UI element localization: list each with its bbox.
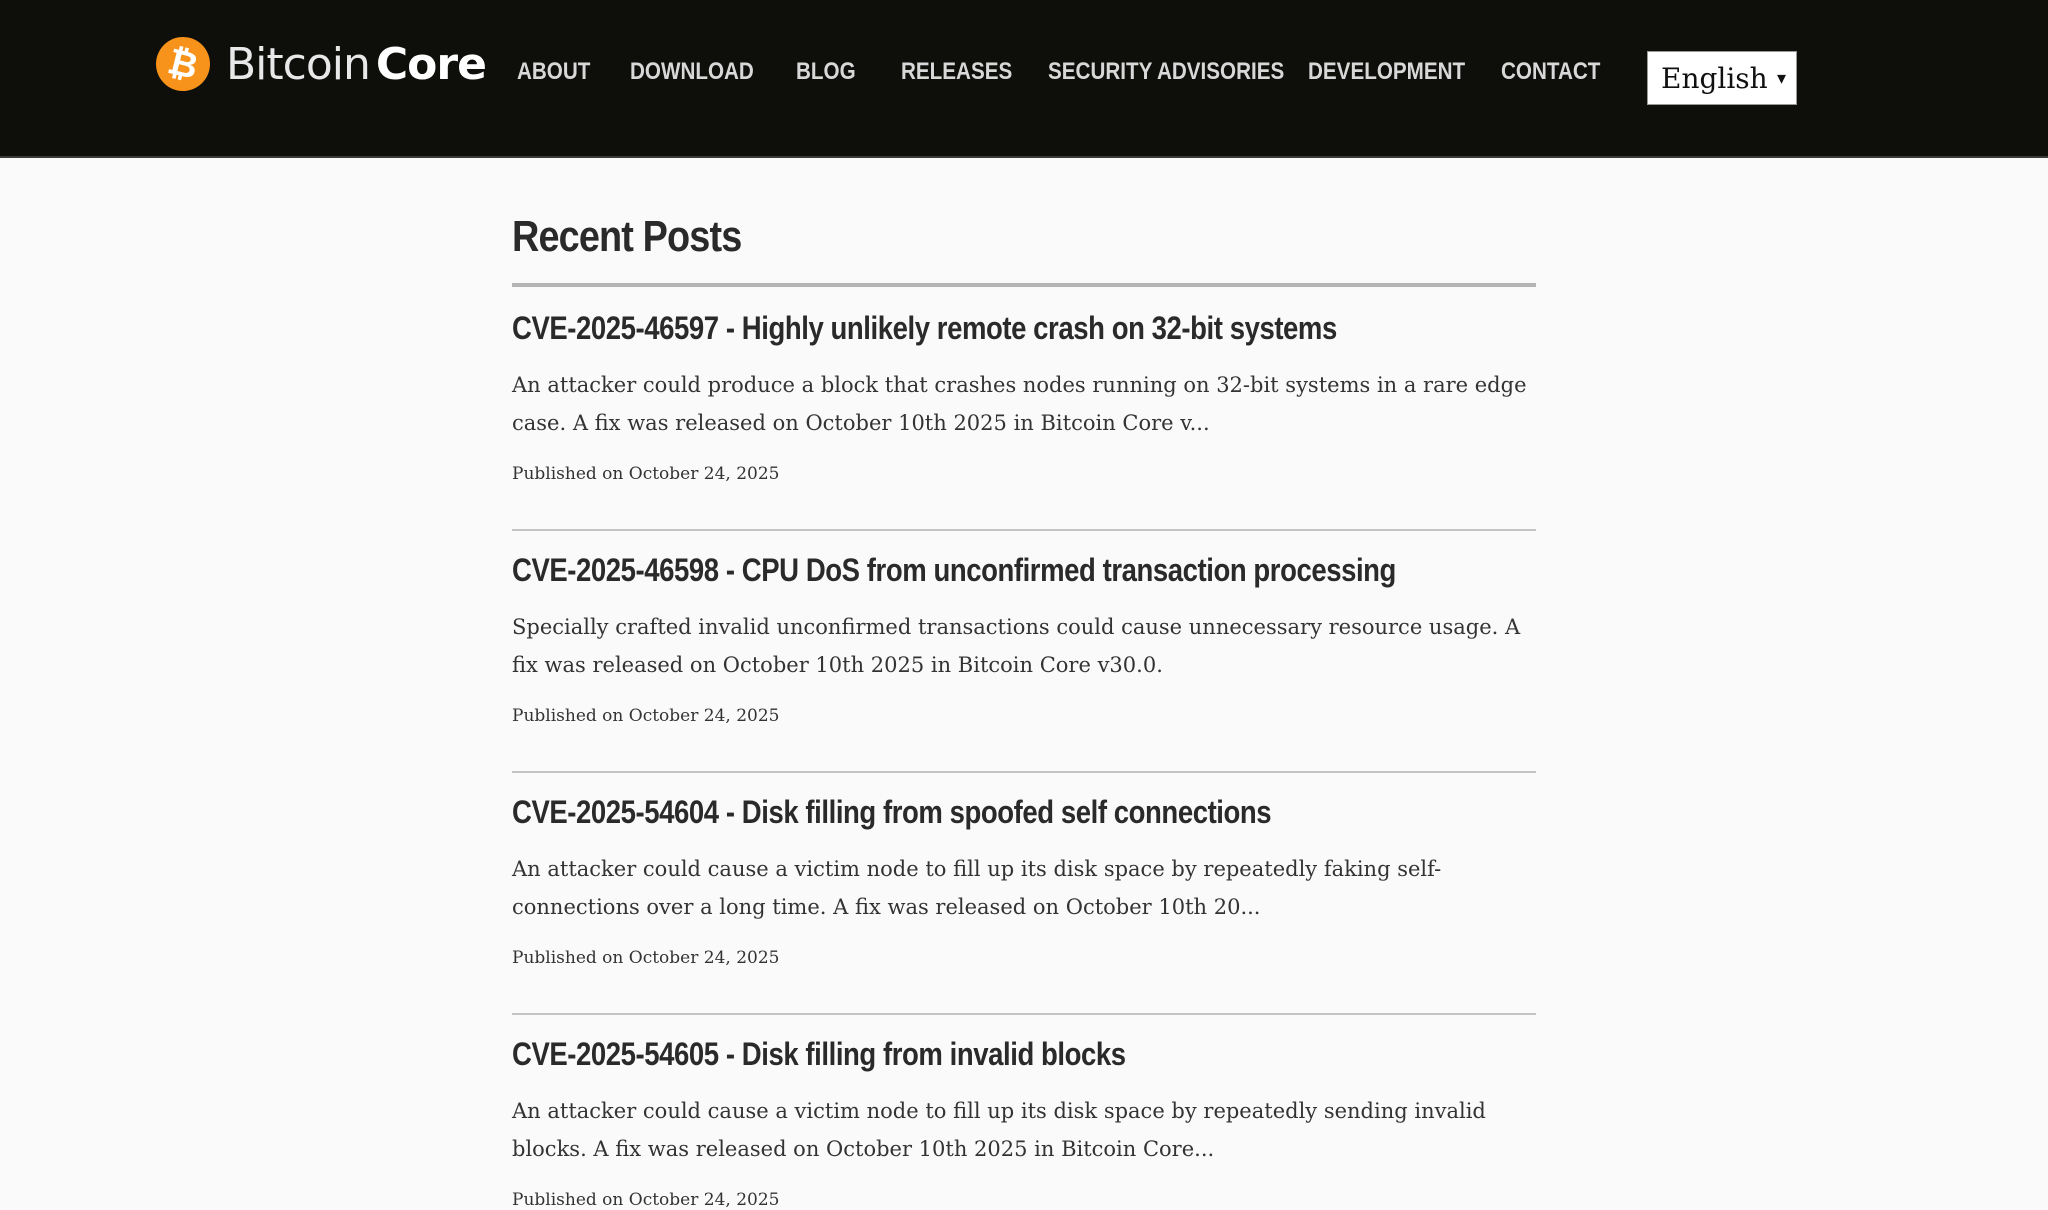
post-title-link[interactable]: CVE-2025-54604 - Disk filling from spoofed self connections <box>512 794 1272 830</box>
post-divider <box>512 529 1536 531</box>
post-item <box>512 792 1536 968</box>
post-item <box>512 550 1536 726</box>
post-divider <box>512 1013 1536 1015</box>
post-item <box>512 1034 1536 1210</box>
nav-development[interactable]: DEVELOPMENT <box>1308 58 1466 85</box>
language-selected-value: English <box>1661 61 1768 95</box>
post-date: Published on October 24, 2025 <box>512 1190 780 1210</box>
post-date: Published on October 24, 2025 <box>512 464 780 484</box>
nav-about[interactable]: ABOUT <box>517 58 591 85</box>
post-excerpt: An attacker could cause a victim node to fill up its disk space by repeatedly faking self-connections over a long time. A fix was released on October 10th 20... <box>512 857 1442 919</box>
post-title-link[interactable]: CVE-2025-54605 - Disk filling from invalid blocks <box>512 1036 1126 1072</box>
nav-download[interactable]: DOWNLOAD <box>630 58 754 85</box>
post-date: Published on October 24, 2025 <box>512 706 780 726</box>
bitcoin-logo-icon: ₿ <box>150 31 215 96</box>
post-excerpt: An attacker could produce a block that crashes nodes running on 32-bit systems in a rare edge case. A fix was released on October 10th 2025 in Bitcoin Core v... <box>512 373 1527 435</box>
page-title: Recent Posts <box>512 212 742 261</box>
nav-releases[interactable]: RELEASES <box>901 58 1013 85</box>
language-select[interactable] <box>1647 51 1797 105</box>
bitcoin-core-logo[interactable] <box>156 37 486 91</box>
post-item <box>512 308 1536 484</box>
post-title-link[interactable]: CVE-2025-46598 - CPU DoS from unconfirmed transaction processing <box>512 552 1396 588</box>
nav-contact[interactable]: CONTACT <box>1501 58 1601 85</box>
post-excerpt: Specially crafted invalid unconfirmed transactions could cause unnecessary resource usage. A fix was released on October 10th 2025 in Bitcoin Core v30.0. <box>512 615 1521 677</box>
post-divider <box>512 771 1536 773</box>
site-header <box>0 0 2048 158</box>
post-excerpt: An attacker could cause a victim node to fill up its disk space by repeatedly sending invalid blocks. A fix was released on October 10th 2025 in Bitcoin Core... <box>512 1099 1486 1161</box>
chevron-down-icon: ▾ <box>1776 67 1786 89</box>
nav-security-advisories[interactable]: SECURITY ADVISORIES <box>1048 58 1285 85</box>
post-date: Published on October 24, 2025 <box>512 948 780 968</box>
post-title-link[interactable]: CVE-2025-46597 - Highly unlikely remote crash on 32-bit systems <box>512 310 1337 346</box>
nav-blog[interactable]: BLOG <box>796 58 856 85</box>
logo-wordmark: Bitcoin Core <box>226 38 486 90</box>
title-divider <box>512 283 1536 287</box>
main-nav <box>517 58 1601 86</box>
